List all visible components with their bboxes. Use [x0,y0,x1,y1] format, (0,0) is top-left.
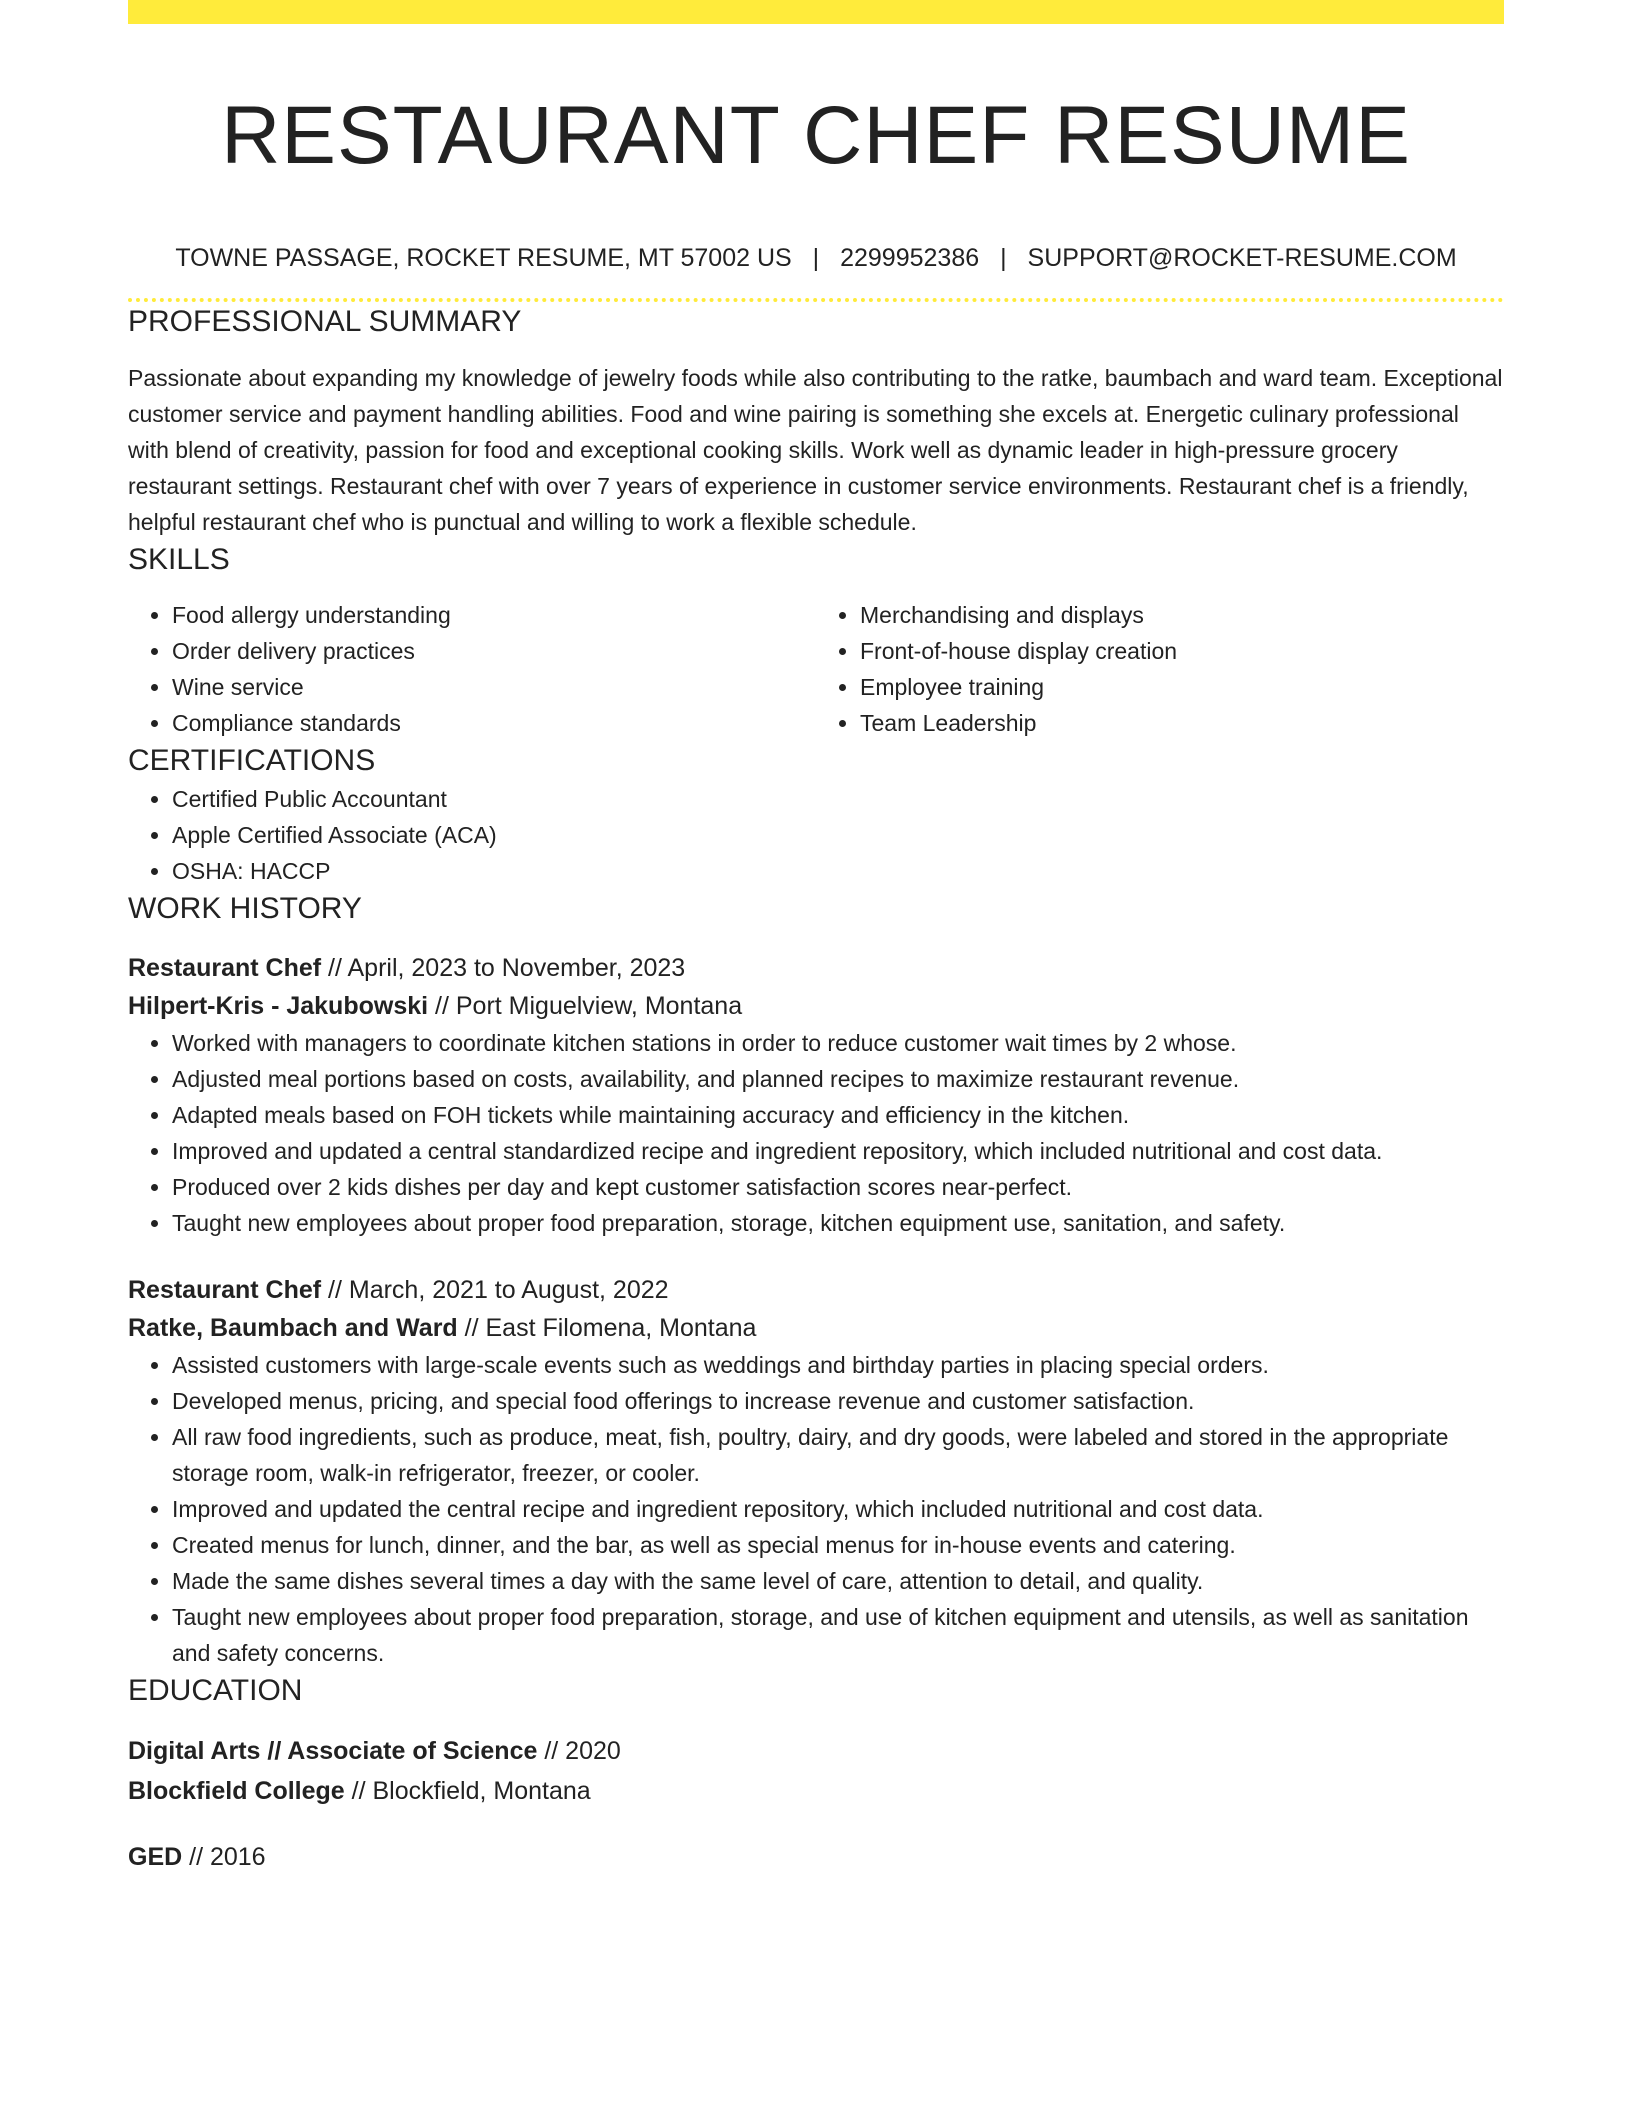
job-entry [128,1271,1504,1671]
job-duty: • Taught new employees about proper food preparation, storage, and use of kitchen equipment and utensils, as well as sanitation and safety concerns. [172,1599,1504,1671]
summary-text: Passionate about expanding my knowledge of jewelry foods while also contributing to the ratke, baumbach and ward team. Exceptional customer service and payment handling abilities. Food and wine pairing is something she excels at. Energetic culinary professional with blend of creativity, passion for food and exceptional cooking skills. Work well as dynamic leader in high-pressure grocery restaurant settings. Restaurant chef with over 7 years of experience in customer service environments. Restaurant chef is a friendly, helpful restaurant chef who is punctual and willing to work a flexible schedule. [128,365,1503,535]
contact-line [128,242,1504,274]
skills-list-left [128,597,816,741]
education-entry [128,1731,1504,1811]
job-entry [128,949,1504,1241]
job-title-line [128,1271,1504,1309]
job-duty: • Improved and updated a central standardized recipe and ingredient repository, which included nutritional and cost data. [172,1133,1504,1169]
work-history-heading: WORK HISTORY [128,892,362,925]
skill-item: • Front-of-house display creation [860,633,1504,669]
certification-item: • OSHA: HACCP [172,853,1504,889]
job-title: Restaurant Chef [128,954,322,982]
skill-item: • Order delivery practices [172,633,816,669]
education-year: // 2016 [182,1843,266,1871]
job-duty: • Taught new employees about proper food preparation, storage, kitchen equipment use, sanitation, and safety. [172,1205,1504,1241]
job-duty: • Produced over 2 kids dishes per day and kept customer satisfaction scores near-perfect. [172,1169,1504,1205]
job-duties-list [128,1025,1504,1241]
skill-item: • Team Leadership [860,705,1504,741]
job-company: Hilpert-Kris - Jakubowski [128,992,429,1020]
job-duty: • Worked with managers to coordinate kitchen stations in order to reduce customer wait times by 2 whose. [172,1025,1504,1061]
job-duty: • Created menus for lunch, dinner, and the bar, as well as special menus for in-house events and catering. [172,1527,1504,1563]
job-duty: • Adapted meals based on FOH tickets while maintaining accuracy and efficiency in the kitchen. [172,1097,1504,1133]
job-location: // Port Miguelview, Montana [428,992,743,1020]
skills-columns [128,597,1504,741]
resume-title: RESTAURANT CHEF RESUME [221,90,1411,181]
education-degree-line [128,1731,1504,1771]
certifications-heading: CERTIFICATIONS [128,744,376,777]
job-location: // East Filomena, Montana [457,1314,757,1342]
education-year: // 2020 [537,1737,621,1765]
job-duty: • Adjusted meal portions based on costs, availability, and planned recipes to maximize restaurant revenue. [172,1061,1504,1097]
contact-separator: | [1000,244,1007,272]
education-school-line [128,1771,1504,1811]
education-degree: Digital Arts // Associate of Science [128,1737,538,1765]
skill-item: • Compliance standards [172,705,816,741]
skill-item: • Wine service [172,669,816,705]
education-location: // Blockfield, Montana [344,1777,591,1805]
job-title-line [128,949,1504,987]
summary-heading: PROFESSIONAL SUMMARY [128,305,522,338]
job-company-line [128,987,1504,1025]
job-duty: • Assisted customers with large-scale events such as weddings and birthday parties in placing special orders. [172,1347,1504,1383]
contact-phone: 2299952386 [840,244,980,272]
job-company-line [128,1309,1504,1347]
education-heading: EDUCATION [128,1674,303,1707]
job-duty: • Improved and updated the central recipe and ingredient repository, which included nutritional and cost data. [172,1491,1504,1527]
education-degree: GED [128,1843,183,1871]
job-dates: // March, 2021 to August, 2022 [321,1276,669,1304]
job-duty: • All raw food ingredients, such as produce, meat, fish, poultry, dairy, and dry goods, were labeled and stored in the appropriate storage room, walk-in refrigerator, freezer, or cooler. [172,1419,1504,1491]
contact-address: TOWNE PASSAGE, ROCKET RESUME, MT 57002 US [175,244,792,272]
certification-item: • Apple Certified Associate (ACA) [172,817,1504,853]
certification-item: • Certified Public Accountant [172,781,1504,817]
job-duties-list [128,1347,1504,1671]
education-entry [128,1837,1504,1877]
resume-content [128,24,1504,1877]
top-accent-bar [128,0,1504,24]
job-dates: // April, 2023 to November, 2023 [321,954,686,982]
skills-list-right [816,597,1504,741]
education-school: Blockfield College [128,1777,345,1805]
skill-item: • Merchandising and displays [860,597,1504,633]
skill-item: • Food allergy understanding [172,597,816,633]
skill-item: • Employee training [860,669,1504,705]
job-title: Restaurant Chef [128,1276,322,1304]
contact-separator: | [812,244,820,272]
skills-heading: SKILLS [128,543,230,576]
certifications-list [128,781,1504,889]
job-duty: • Made the same dishes several times a day with the same level of care, attention to detail, and quality. [172,1563,1504,1599]
contact-email: SUPPORT@ROCKET-RESUME.COM [1027,244,1457,272]
education-degree-line [128,1837,1504,1877]
job-company: Ratke, Baumbach and Ward [128,1314,458,1342]
job-duty: • Developed menus, pricing, and special food offerings to increase revenue and customer satisfaction. [172,1383,1504,1419]
